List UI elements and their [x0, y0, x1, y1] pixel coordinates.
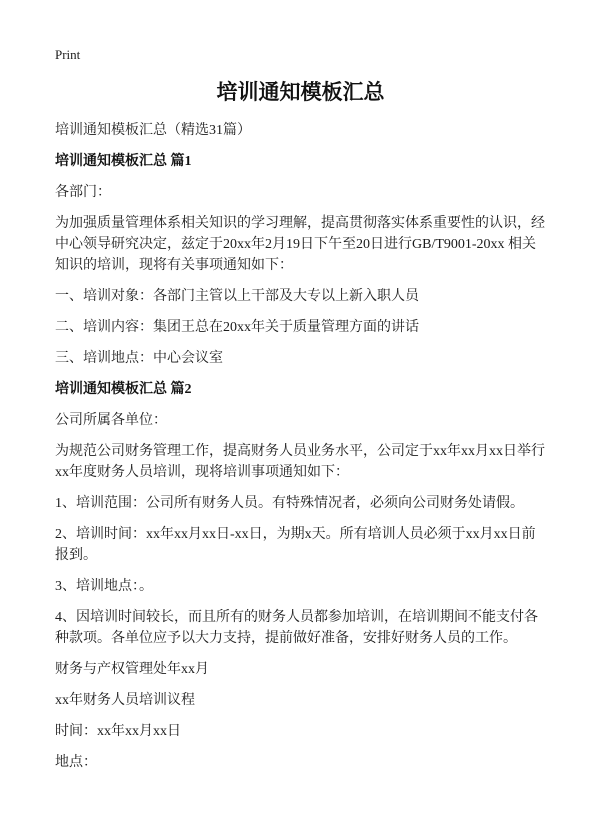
paragraph: 2、培训时间：xx年xx月xx日-xx日，为期x天。所有培训人员必须于xx月xx日前报到。 — [55, 527, 536, 563]
paragraph: 为加强质量管理体系相关知识的学习理解，提高贯彻落实体系重要性的认识，经中心领导研究决定，兹定于20xx年2月19日下午至20日进行GB/T9001-20xx 相关知识的培训，现将有关事项通知如下： — [55, 216, 545, 273]
print-button[interactable]: Print — [55, 47, 81, 62]
subtitle: 培训通知模板汇总（精选31篇） — [55, 123, 251, 138]
paragraph: 为规范公司财务管理工作，提高财务人员业务水平，公司定于xx年xx月xx日举行xx年度财务人员培训，现将培训事项通知如下： — [55, 444, 545, 480]
paragraph: 一、培训对象：各部门主管以上干部及大专以上新入职人员 — [55, 289, 419, 304]
paragraph: 财务与产权管理处年xx月 — [55, 662, 209, 677]
page-title: 培训通知模板汇总 — [216, 80, 385, 104]
paragraph: 各部门： — [55, 185, 111, 200]
paragraph: 地点： — [55, 755, 97, 770]
paragraph: 时间：xx年xx月xx日 — [55, 724, 181, 739]
paragraph: 1、培训范围：公司所有财务人员。有特殊情况者，必须向公司财务处请假。 — [55, 496, 524, 511]
paragraph: 3、培训地点：。 — [55, 579, 153, 594]
paragraph: 二、培训内容：集团王总在20xx年关于质量管理方面的讲话 — [55, 320, 419, 335]
paragraph: xx年财务人员培训议程 — [55, 693, 195, 708]
section-heading-1: 培训通知模板汇总 篇1 — [55, 154, 192, 169]
paragraph: 4、因培训时间较长，而且所有的财务人员都参加培训，在培训期间不能支付各种款项。各单位应予以大力支持，提前做好准备，安排好财务人员的工作。 — [55, 610, 538, 646]
section-heading-2: 培训通知模板汇总 篇2 — [55, 382, 192, 397]
paragraph: 公司所属各单位： — [55, 413, 167, 428]
paragraph: 三、培训地点：中心会议室 — [55, 351, 223, 366]
